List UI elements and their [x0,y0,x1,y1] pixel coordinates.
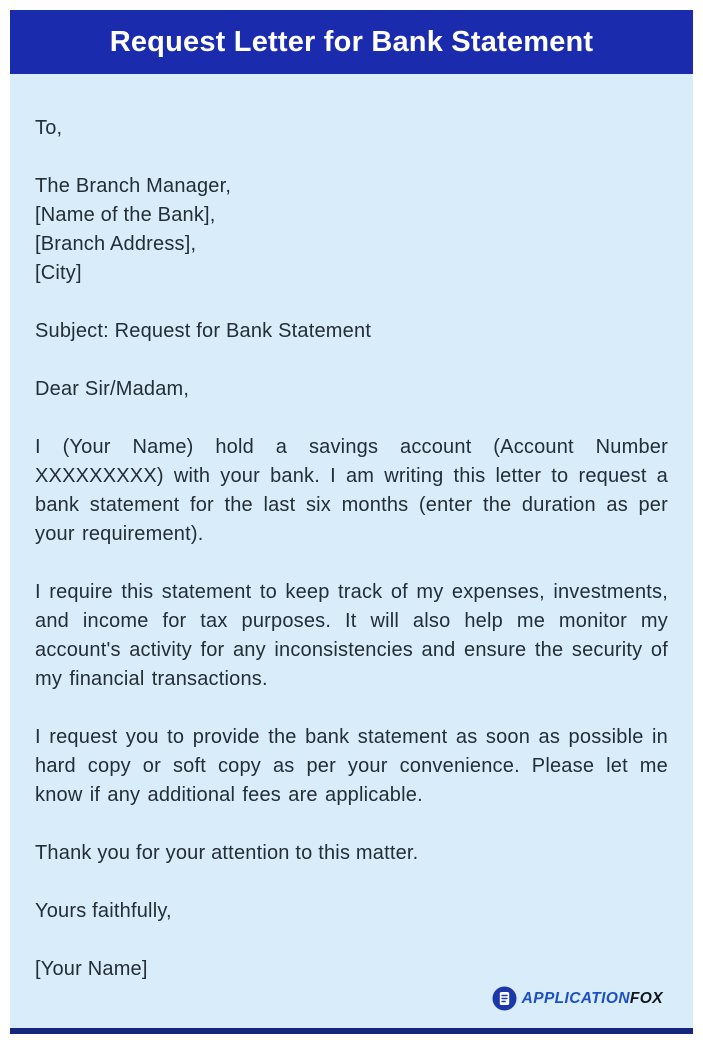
to-line: To, [35,117,63,139]
greeting-line: Dear Sir/Madam, [35,378,190,400]
thanks-line: Thank you for your attention to this matter. [35,842,419,864]
recipient-block [35,172,668,288]
recipient-line: [City] [35,262,82,284]
letter-card [10,10,693,1034]
signature-line: [Your Name] [35,958,148,980]
letter-body [10,74,693,1034]
body-paragraph: I require this statement to keep track of my expenses, investments, and income for tax purposes. It will also help me monitor my account's activity for any inconsistencies and ensure the security of my financial transactions. [35,581,668,690]
letter-header [10,10,693,74]
brand-name [522,984,663,1013]
subject-line: Subject: Request for Bank Statement [35,320,372,342]
body-paragraph: I request you to provide the bank statement as soon as possible in hard copy or soft copy as per your convenience. Please let me know if any additional fees are applicable. [35,726,668,806]
document-icon [492,986,517,1011]
body-paragraph: I (Your Name) hold a savings account (Account Number XXXXXXXXX) with your bank. I am writing this letter to request a bank statement for the last six months (enter the duration as per your requirement). [35,436,668,545]
recipient-line: [Branch Address], [35,233,197,255]
closing-line: Yours faithfully, [35,900,172,922]
recipient-line: The Branch Manager, [35,175,232,197]
recipient-line: [Name of the Bank], [35,204,216,226]
page-title: Request Letter for Bank Statement [109,25,594,58]
brand-name-fox: FOX [629,990,663,1007]
brand-logo [492,984,663,1013]
brand-name-application: APPLICATION [521,990,630,1007]
